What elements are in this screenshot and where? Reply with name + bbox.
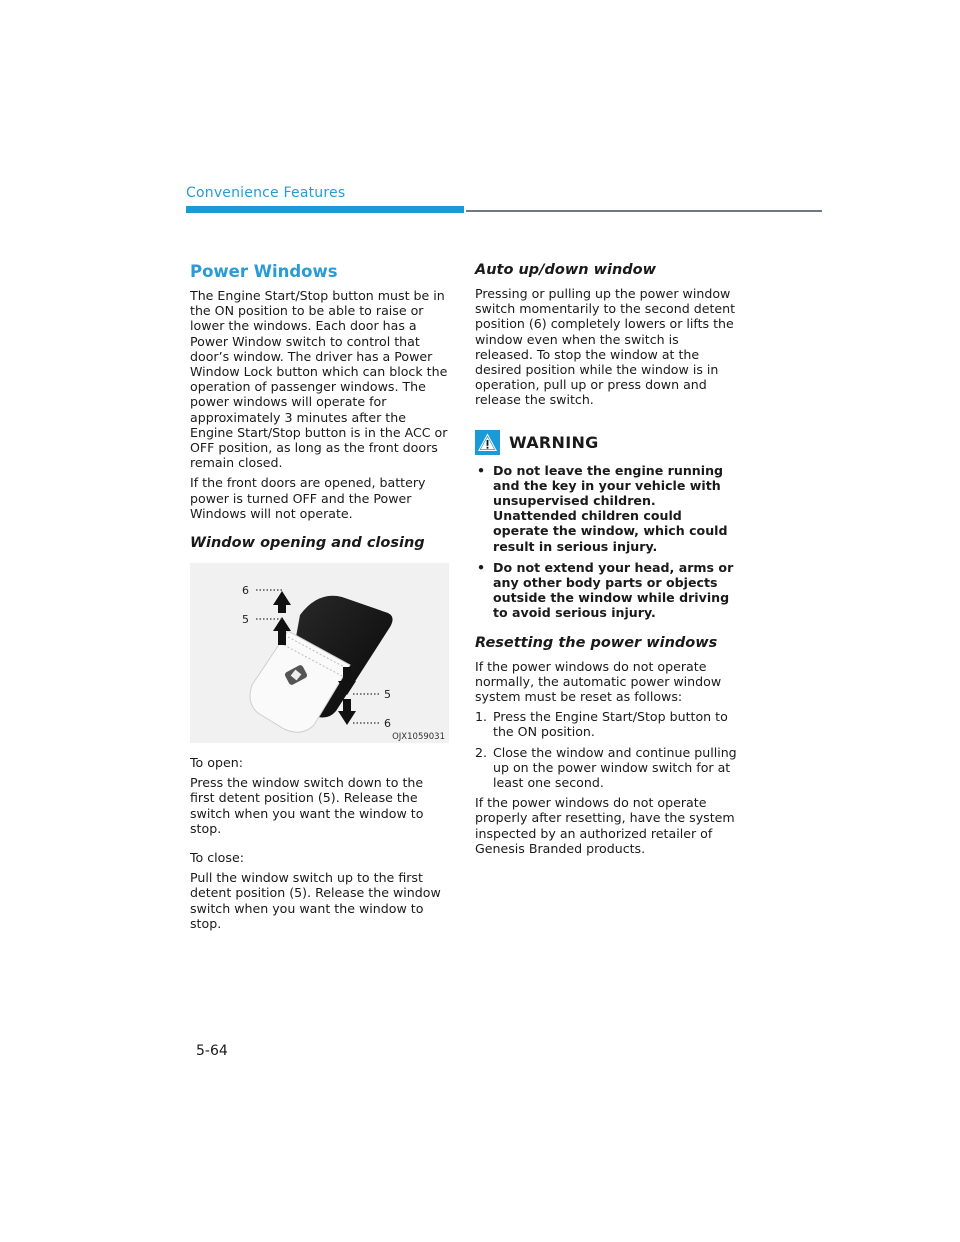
reset-intro: If the power windows do not operate normally, the automatic power window system must be reset as follows: <box>475 658 722 705</box>
header-rule <box>466 210 822 212</box>
window-switch-figure <box>190 563 449 743</box>
label-up-first-detent: 5 <box>242 613 249 627</box>
right-column <box>475 262 739 861</box>
section-title: Convenience Features <box>186 185 346 201</box>
subheading-auto-up-down: Auto up/down window <box>475 262 657 278</box>
header-accent-bar <box>186 206 464 213</box>
subheading-opening-closing: Window opening and closing <box>190 535 425 552</box>
warning-header <box>475 430 739 455</box>
warning-triangle-icon <box>475 430 500 455</box>
warning-label: WARNING <box>509 432 599 452</box>
reset-step: 1. Press the Engine Start/Stop button to the ON position. <box>475 709 728 740</box>
window-switch-illustration <box>190 563 449 743</box>
reset-step: 2. Close the window and continue pulling up on the power window switch for at least one second. <box>475 744 737 791</box>
page-heading: Power Windows <box>190 262 338 281</box>
close-label: To close: <box>190 850 244 866</box>
warning-item: • Do not leave the engine running and the key in your vehicle with unsupervised children. Unattended children could operate the window, which could result in serious injury. <box>477 462 728 554</box>
reset-outro: If the power windows do not operate properly after resetting, have the system inspected by an authorized retailer of Genesis Branded products. <box>475 795 735 856</box>
open-instructions: Press the window switch down to the first detent position (5). Release the switch when you want the window to stop. <box>190 775 424 836</box>
page-number: 5-64 <box>196 1043 228 1059</box>
warning-item: • Do not extend your head, arms or any other body parts or objects outside the window while driving to avoid serious injury. <box>477 559 734 621</box>
left-column <box>190 262 450 936</box>
label-down-second-detent: 6 <box>384 717 391 731</box>
label-down-first-detent: 5 <box>384 688 391 702</box>
intro-paragraph: The Engine Start/Stop button must be in the ON position to be able to raise or lower the windows. Each door has a Power Window switch to control that door’s window. The driver has a Power Window Lock button which can block the operation of passenger windows. The power windows will operate for approximately 3 minutes after the Engine Start/Stop button is in the ACC or OFF position, as long as the front doors remain closed. <box>190 288 448 471</box>
warning-list <box>475 463 739 621</box>
subheading-resetting: Resetting the power windows <box>475 634 718 651</box>
figure-code: OJX1059031 <box>392 732 445 743</box>
open-label: To open: <box>190 755 243 771</box>
close-instructions: Pull the window switch up to the first detent position (5). Release the window switch when you want the window to stop. <box>190 870 441 931</box>
label-up-second-detent: 6 <box>242 584 249 598</box>
auto-paragraph: Pressing or pulling up the power window switch momentarily to the second detent position (6) completely lowers or lifts the window even when the switch is released. To stop the window at the desired position while the window is in operation, pull up or press down and release the switch. <box>475 286 736 408</box>
reset-steps <box>475 709 739 790</box>
intro-paragraph: If the front doors are opened, battery power is turned OFF and the Power Windows will not operate. <box>190 475 426 521</box>
